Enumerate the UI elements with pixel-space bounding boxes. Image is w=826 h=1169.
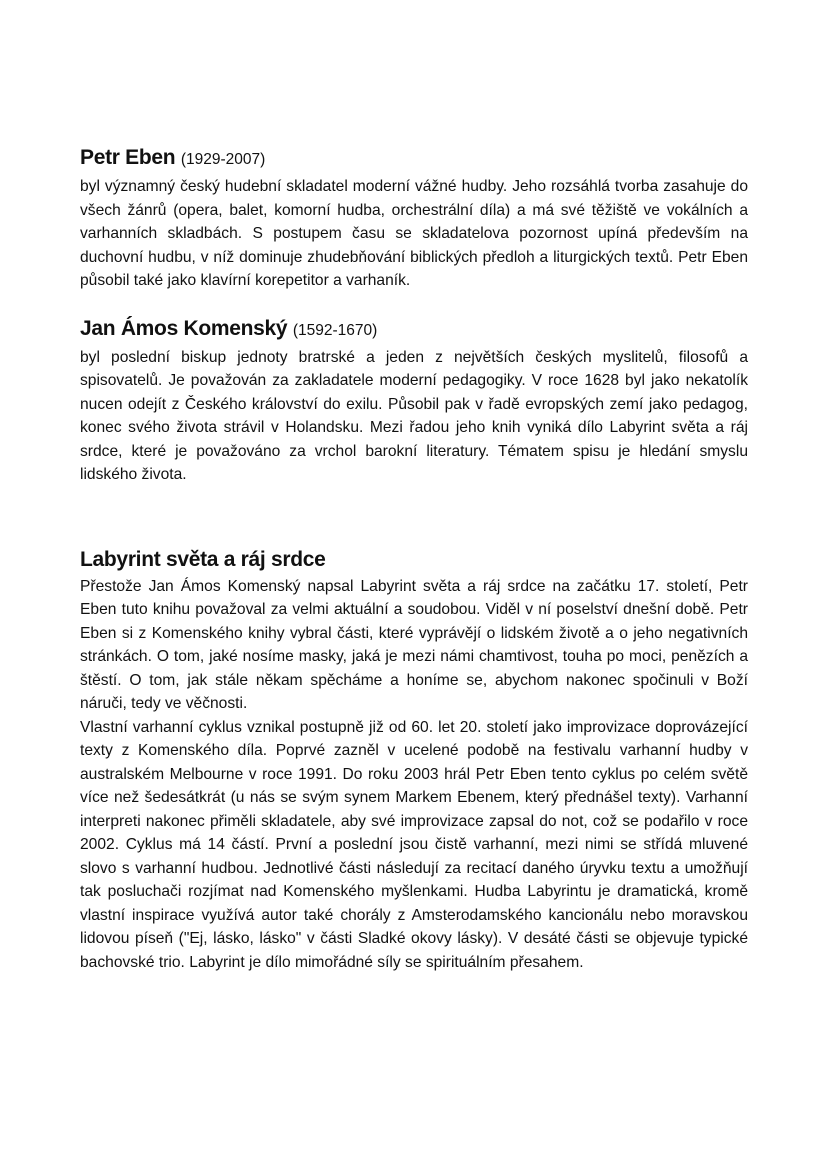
biography-paragraph: byl poslední biskup jednoty bratrské a jeden z největších českých myslitelů, filosofů a spisovatelů. Je považován za zakladatele moderní pedagogiky. V roce 1628 byl jako nekatolík nucen odejít z Českého království do exilu. Působil pak v řadě evropských zemí jako pedagog, konec svého života strávil v Holandsku. Mezi řadou jeho knih vyniká dílo Labyrint světa a ráj srdce, které je považováno za vrchol barokní literatury. Tématem spisu je hledání smyslu lidského života. <box>80 348 748 483</box>
life-years: (1592-1670) <box>292 321 378 339</box>
description-paragraph: Vlastní varhanní cyklus vznikal postupně již od 60. let 20. století jako improvizace doprovázející texty z Komenského díla. Poprvé zazněl v ucelené podobě na festivalu varhanní hudby v australském Melbourne v roce 1991. Do roku 2003 hrál Petr Eben tento cyklus po celém světě více než šedesátkrát (u nás se svým synem Markem Ebenem, který přednášel texty). Varhanní interpreti nakonec přiměli skladatele, aby své improvizace zapsal do not, což se podařilo v roce 2002. Cyklus má 14 částí. První a poslední jsou čistě varhanní, mezi nimi se střídá mluvené slovo s varhanní hudbou. Jednotlivé části následují za recitací daného úryvku textu a umožňují tak posluchači rozjímat nad Komenského myšlenkami. Hudba Labyrintu je dramatická, kromě vlastní inspirace využívá autor také chorály z Amsterodamského kancionálu nebo moravskou lidovou píseň ("Ej, lásko, lásko" v části Sladké okovy lásky). V desáté části se objevuje typické bachovské trio. Labyrint je dílo mimořádné síly se spirituálním přesahem. <box>80 718 748 971</box>
author-name: Jan Ámos Komenský <box>80 316 288 340</box>
description-paragraph: Přestože Jan Ámos Komenský napsal Labyrint světa a ráj srdce na začátku 17. století, Petr Eben tuto knihu považoval za velmi aktuální a soudobou. Viděl v ní poselství dnešní době. Petr Eben si z Komenského knihy vybral části, které vyprávějí o lidském životě a o jeho negativních stránkách. O tom, jaké nosíme masky, jaká je mezi námi chamtivost, touha po moci, penězích a štěstí. O tom, jak stále někam spěcháme a honíme se, abychom nakonec spočinuli v Boží náruči, tedy ve věčnosti. <box>80 577 748 712</box>
document-page <box>80 143 748 974</box>
life-years: (1929-2007) <box>180 151 266 168</box>
biography-paragraph: byl významný český hudební skladatel moderní vážné hudby. Jeho rozsáhlá tvorba zasahuje do všech žánrů (opera, balet, komorní hudba, orchestrální díla) a má své těžiště ve vokálních a varhanních skladbách. S postupem času se skladatelova pozornost upíná především na duchovní hudbu, v níž dominuje zhudebňování biblických předloh a liturgických textů. Petr Eben působil také jako klavírní korepetitor a varhaník. <box>80 178 748 289</box>
section-heading <box>80 314 748 346</box>
work-title: Labyrint světa a ráj srdce <box>80 547 326 571</box>
section-heading <box>80 143 748 175</box>
section-heading <box>80 545 748 575</box>
section-komensky <box>80 314 748 487</box>
composer-name: Petr Eben <box>80 146 176 169</box>
section-labyrint <box>80 545 748 975</box>
section-petr-eben <box>80 143 748 293</box>
